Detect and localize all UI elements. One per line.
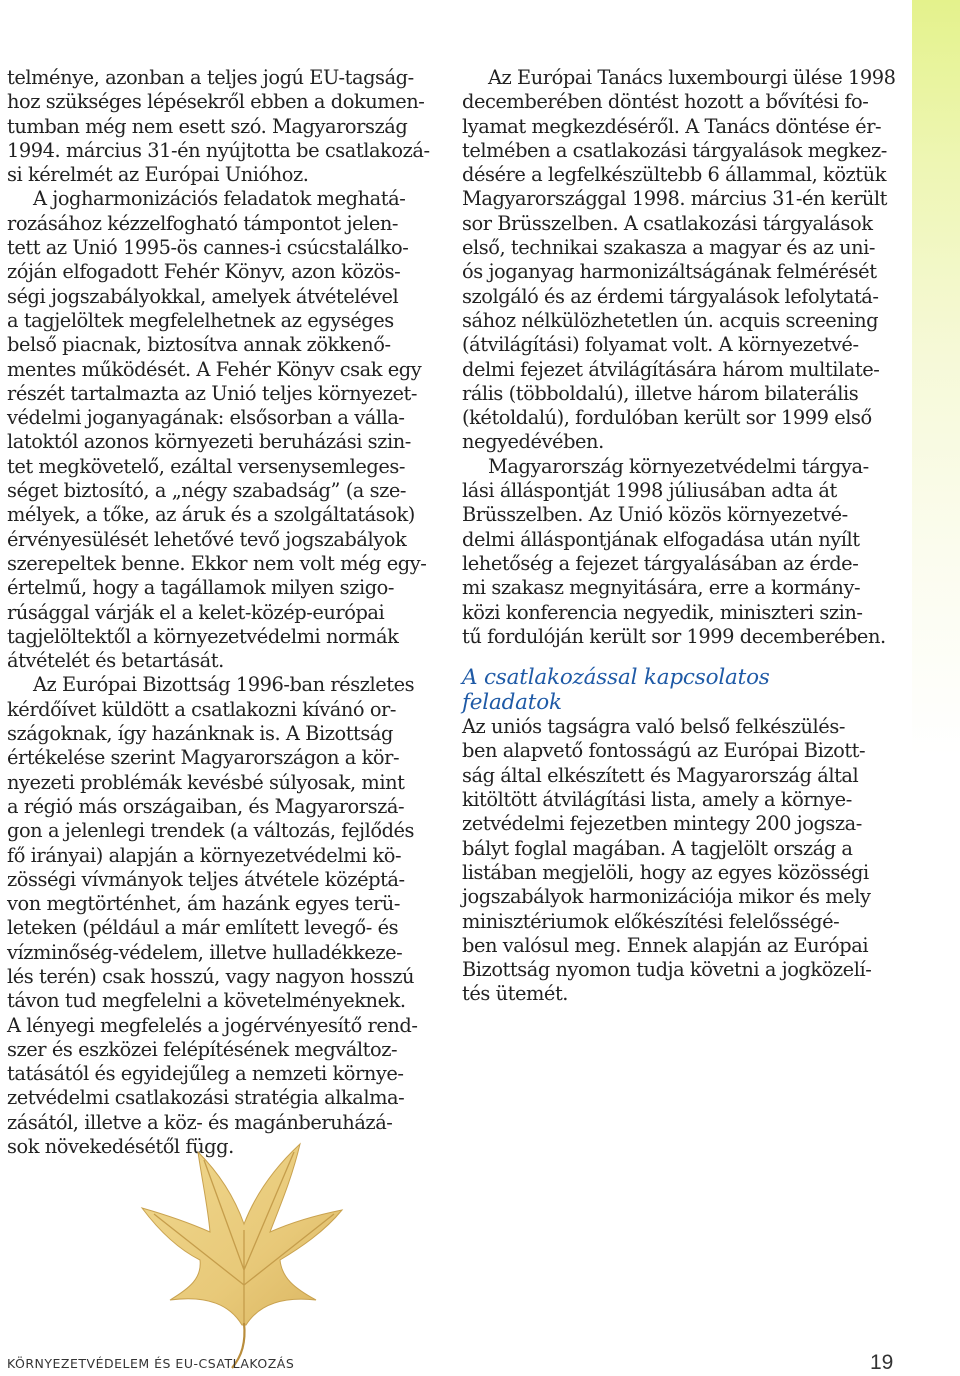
leaf-blade <box>142 1144 342 1325</box>
text-line: decemberében döntést hozott a bővítési fo- <box>462 90 869 114</box>
text-line: minisztériumok előkészítési felelősségé- <box>462 909 840 933</box>
text-line: zösségi vívmányok teljes átvétele középtá- <box>7 867 405 891</box>
text-line: listában megjelöli, hogy az egyes közösségi <box>462 860 869 884</box>
text-line: rális (többoldalú), illetve három bilaterális <box>462 381 859 405</box>
page-edge-strip <box>912 0 960 1376</box>
page-number: 19 <box>870 1351 894 1374</box>
text-line: mi szakasz megnyitására, erre a kormány- <box>462 576 861 600</box>
text-line: ság által elkészített és Magyarország által <box>462 763 859 787</box>
text-line: zetvédelmi fejezetben mintegy 200 jogsza- <box>462 812 862 836</box>
text-line: bályt foglal magában. A tagjelölt ország a <box>462 836 853 860</box>
text-line: delmi álláspontjának elfogadása után nyílt <box>462 527 860 551</box>
text-line: si kérelmét az Európai Unióhoz. <box>7 163 309 187</box>
text-line: A lényegi megfelelés a jogérvényesítő rend- <box>7 1013 418 1037</box>
heading-line: feladatok <box>462 690 562 716</box>
right-column-text-top <box>462 66 902 649</box>
text-line: közi konferencia negyedik, miniszteri szin- <box>462 600 863 624</box>
text-line: zóján elfogadott Fehér Könyv, azon közös- <box>7 260 401 284</box>
text-line: sához nélkülözhetetlen ún. acquis screening <box>462 308 879 332</box>
text-line: Az uniós tagságra való belső felkészülés- <box>462 715 845 739</box>
text-line: tatásától és egyidejűleg a nemzeti környe- <box>7 1062 404 1086</box>
text-line: lyamat megkezdéséről. A Tanács döntése ér- <box>462 114 882 138</box>
text-line: tumban még nem esett szó. Magyarország <box>7 114 408 138</box>
text-line: negyedévében. <box>462 430 604 454</box>
text-line: Az Európai Tanács luxembourgi ülése 1998 <box>488 66 896 89</box>
text-line: latoktól azonos környezeti beruházási szin- <box>7 430 411 454</box>
text-line: a régió más országaiban, és Magyarorszá- <box>7 794 405 818</box>
text-line: ben valósul meg. Ennek alapján az Európai <box>462 933 869 957</box>
text-line: átvételét és betartását. <box>7 649 224 673</box>
text-line: lehetőség a fejezet tárgyalásában az érde- <box>462 551 859 575</box>
text-line: 1994. március 31-én nyújtotta be csatlakozá- <box>7 138 430 162</box>
right-column-text-bottom <box>462 715 902 1007</box>
text-line: A jogharmonizációs feladatok meghatá- <box>33 187 406 211</box>
text-line: mentes működését. A Fehér Könyv csak egy <box>7 357 422 381</box>
text-line: szerepeltek benne. Ekkor nem volt még egy- <box>7 551 427 575</box>
text-line: Magyarországgal 1998. március 31-én került <box>462 187 888 211</box>
text-line: fő irányai) alapján a környezetvédelmi kö- <box>7 843 402 867</box>
text-line: lés terén) csak hosszú, vagy nagyon hosszú <box>7 964 415 988</box>
left-column-text <box>7 66 437 1159</box>
text-line: telménye, azonban a teljes jogú EU-tagság- <box>7 66 414 89</box>
text-line: rozásához kézzelfogható támpontot jelen- <box>7 211 398 235</box>
text-line: ségi jogszabályokkal, amelyek átvételével <box>7 284 399 308</box>
text-line: távon tud megfelelni a követelményeknek. <box>7 989 406 1013</box>
text-line: zetvédelmi csatlakozási stratégia alkalma- <box>7 1086 405 1110</box>
text-line: Magyarország környezetvédelmi tárgya- <box>488 454 869 478</box>
text-line: kitöltött átvilágítási lista, amely a környe- <box>462 788 852 812</box>
text-line: értékelése szerint Magyarországon a kör- <box>7 746 400 770</box>
text-line: rúsággal várják el a kelet-közép-európai <box>7 600 385 624</box>
text-line: mélyek, a tőke, az áruk és a szolgáltatások) <box>7 503 415 527</box>
text-line: kérdőívet küldött a csatlakozni kívánó or- <box>7 697 396 721</box>
text-line: Brüsszelben. Az Unió közös környezetvé- <box>462 503 848 527</box>
text-line: tet megkövetelő, ezáltal versenysemleges- <box>7 454 405 478</box>
text-line: a tagjelöltek megfelelhetnek az egységes <box>7 308 394 332</box>
text-line: (kétoldalú), fordulóban került sor 1999 első <box>462 406 872 430</box>
text-line: tű fordulóján került sor 1999 decemberében. <box>462 624 886 648</box>
text-line: védelmi joganyagának: elsősorban a válla- <box>7 406 405 430</box>
left-column <box>7 66 437 1159</box>
text-line: szolgáló és az érdemi tárgyalások lefolytatá- <box>462 284 879 308</box>
text-line: séget biztosító, a „négy szabadság” (a sze- <box>7 479 407 503</box>
text-line: Bizottság nyomon tudja követni a jogközelí- <box>462 958 872 982</box>
text-line: (átvilágítási) folyamat volt. A környezetvé- <box>462 333 859 357</box>
text-line: szágoknak, így hazánknak is. A Bizottság <box>7 722 393 746</box>
text-line: vízminőség-védelem, illetve hulladékkeze- <box>7 940 403 964</box>
text-line: sok növekedésétől függ. <box>7 1135 234 1159</box>
footer-title: KÖRNYEZETVÉDELEM ÉS EU-CSATLAKOZÁS <box>7 1356 295 1371</box>
text-line: tett az Unió 1995-ös cannes-i csúcstalálko- <box>7 236 409 260</box>
text-line: Az Európai Bizottság 1996-ban részletes <box>33 673 415 697</box>
text-line: gon a jelenlegi trendek (a változás, fejlődés <box>7 819 415 843</box>
text-line: leteken (például a már említett levegő- és <box>7 916 399 940</box>
text-line: delmi fejezet átvilágítására három multilate- <box>462 357 880 381</box>
leaf-illustration <box>130 1120 360 1370</box>
text-line: telmében a csatlakozási tárgyalások megkez- <box>462 138 887 162</box>
text-line: hoz szükséges lépésekről ebben a dokumen- <box>7 90 425 114</box>
text-line: lási álláspontját 1998 júliusában adta át <box>462 479 837 503</box>
text-line: részét tartalmazta az Unió teljes környezet- <box>7 381 417 405</box>
text-line: von megtörténhet, ám hazánk egyes terü- <box>7 892 400 916</box>
text-line: nyezeti problémák kevésbé súlyosak, mint <box>7 770 405 794</box>
text-line: tagjelöltektől a környezetvédelmi normák <box>7 624 399 648</box>
text-line: érvényesülését lehetővé tevő jogszabályok <box>7 527 407 551</box>
heading-line: A csatlakozással kapcsolatos <box>462 665 770 691</box>
text-line: sor Brüsszelben. A csatlakozási tárgyalások <box>462 211 873 235</box>
text-line: értelmű, hogy a tagállamok milyen szigo- <box>7 576 394 600</box>
text-line: ben alapvető fontosságú az Európai Bizott- <box>462 739 866 763</box>
text-line: első, technikai szakasza a magyar és az uni- <box>462 236 876 260</box>
text-line: jogszabályok harmonizációja mikor és mely <box>462 885 871 909</box>
text-line: ós joganyag harmonizáltságának felmérését <box>462 260 877 284</box>
text-line: belső piacnak, biztosítva annak zökkenő- <box>7 333 391 357</box>
right-column <box>462 66 902 1007</box>
text-line: désére a legfelkészültebb 6 állammal, köztük <box>462 163 886 187</box>
text-line: tés ütemét. <box>462 982 569 1006</box>
section-heading <box>462 665 902 715</box>
text-line: szer és eszközei felépítésének megváltoz- <box>7 1037 398 1061</box>
text-line: zásától, illetve a köz- és magánberuházá- <box>7 1110 393 1134</box>
